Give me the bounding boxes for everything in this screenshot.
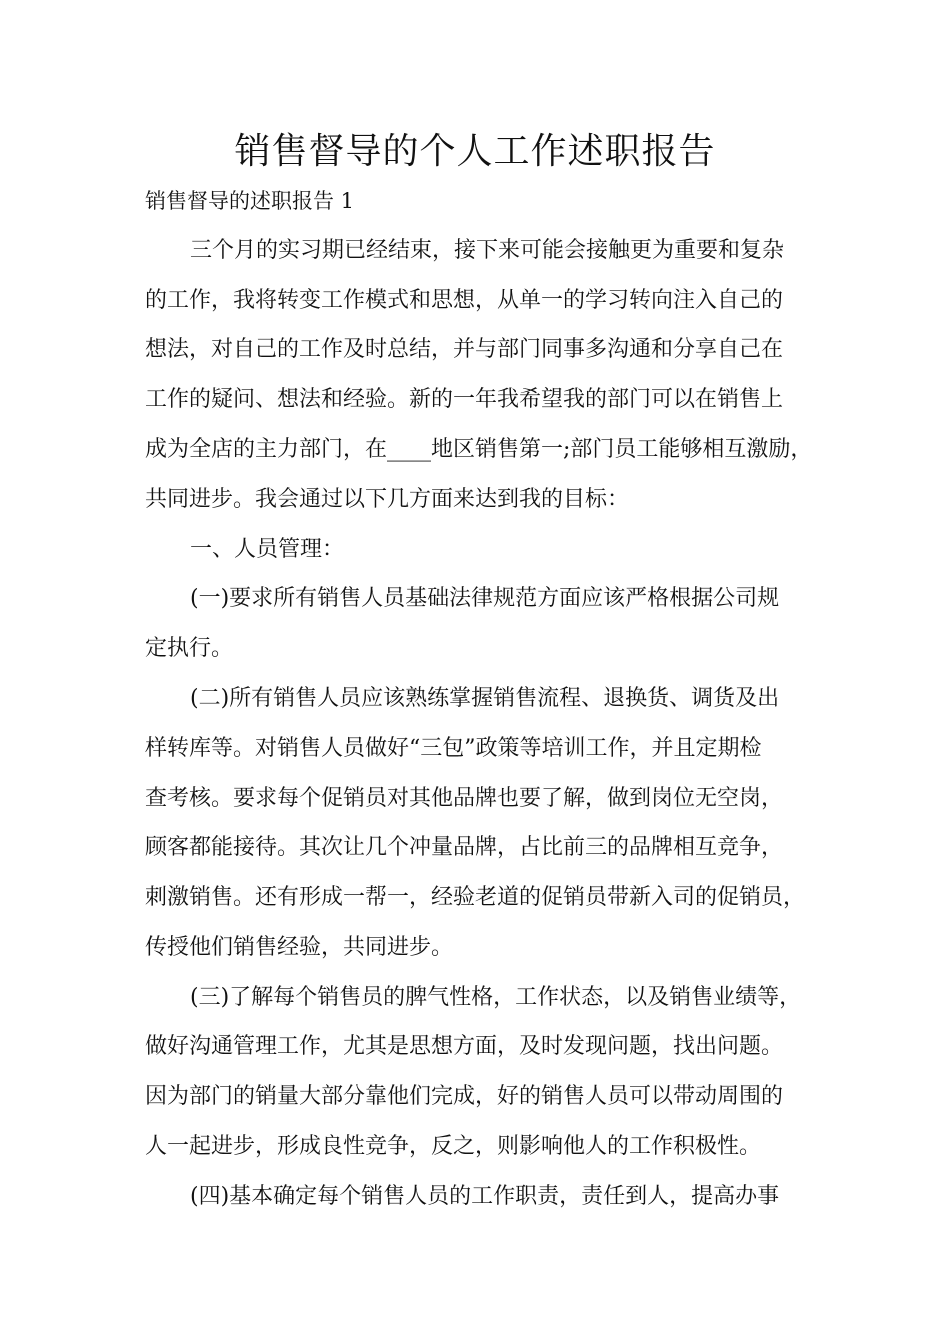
- text-line: 因为部门的销量大部分靠他们完成，好的销售人员可以带动周围的: [145, 1084, 784, 1109]
- text-line: 三个月的实习期已经结束，接下来可能会接触更为重要和复杂: [190, 238, 785, 263]
- text-line: 做好沟通管理工作，尤其是思想方面，及时发现问题，找出问题。: [145, 1034, 784, 1059]
- text-line: 共同进步。我会通过以下几方面来达到我的目标：: [145, 487, 630, 512]
- text-line: 样转库等。对销售人员做好“三包”政策等培训工作，并且定期检: [145, 736, 762, 761]
- text-line: 想法，对自己的工作及时总结，并与部门同事多沟通和分享自己在: [145, 337, 784, 362]
- text-line: (四)基本确定每个销售人员的工作职责，责任到人，提高办事: [190, 1184, 780, 1209]
- text-line: 人一起进步，形成良性竞争，反之，则影响他人的工作积极性。: [145, 1134, 762, 1159]
- text-line: 的工作，我将转变工作模式和思想，从单一的学习转向注入自己的: [145, 288, 784, 313]
- section-heading: 一、人员管理：: [190, 537, 345, 562]
- text-line: 顾客都能接待。其次让几个冲量品牌，占比前三的品牌相互竞争，: [145, 835, 784, 860]
- text-line: 成为全店的主力部门，在____地区销售第一;部门员工能够相互激励，: [145, 437, 813, 462]
- text-line: 刺激销售。还有形成一帮一，经验老道的促销员带新入司的促销员，: [145, 885, 806, 910]
- text-line: 工作的疑问、想法和经验。新的一年我希望我的部门可以在销售上: [145, 387, 784, 412]
- text-line: 定执行。: [145, 636, 234, 661]
- document-subtitle: 销售督导的述职报告 1: [145, 189, 355, 213]
- text-line: 传授他们销售经验，共同进步。: [145, 935, 454, 960]
- document-title: 销售督导的个人工作述职报告: [234, 131, 716, 172]
- text-line: (二)所有销售人员应该熟练掌握销售流程、退换货、调货及出: [190, 686, 780, 711]
- text-line: (一)要求所有销售人员基础法律规范方面应该严格根据公司规: [190, 586, 780, 611]
- text-line: 查考核。要求每个促销员对其他品牌也要了解，做到岗位无空岗，: [145, 786, 784, 811]
- text-line: (三)了解每个销售员的脾气性格，工作状态，以及销售业绩等，: [190, 985, 802, 1010]
